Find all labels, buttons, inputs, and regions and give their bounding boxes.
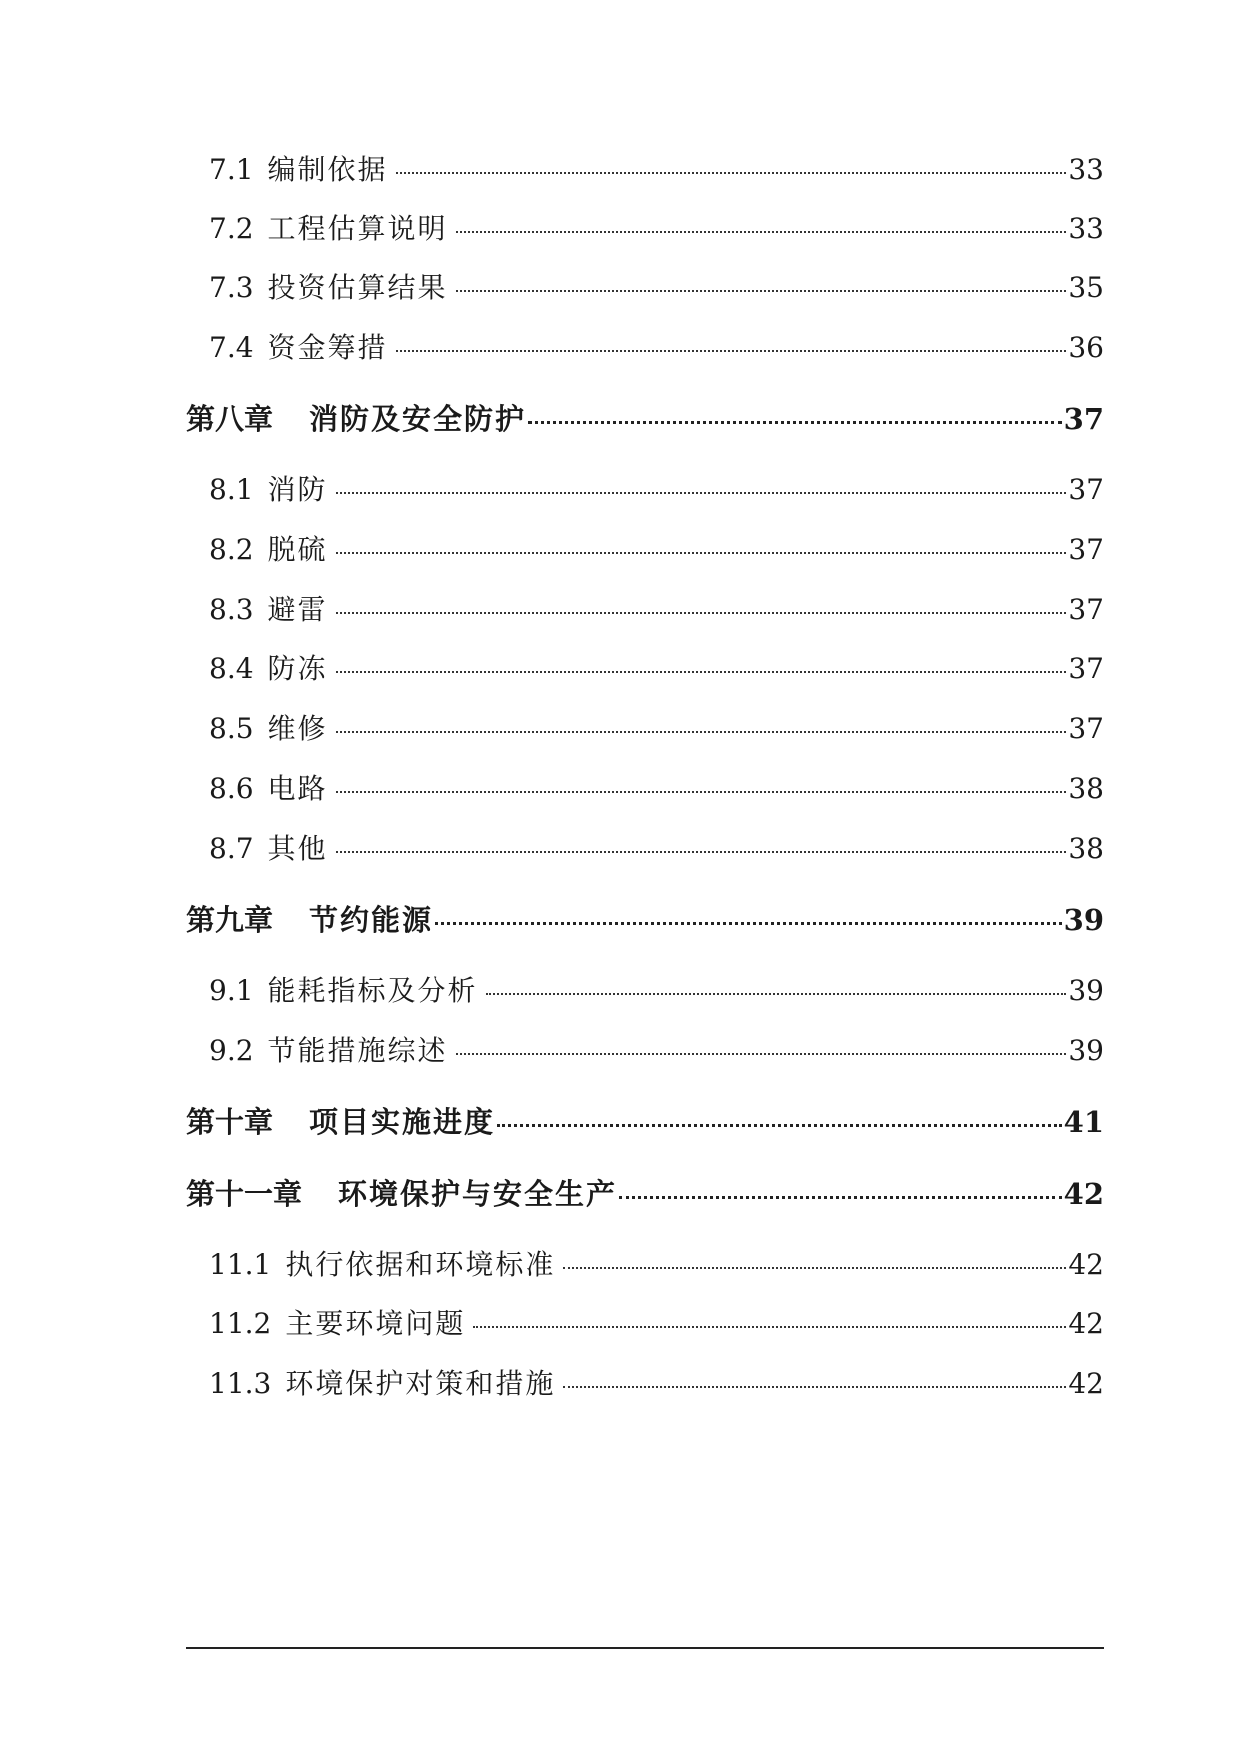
dot-leader [435, 922, 1062, 925]
toc-entry-8-5[interactable] [209, 707, 1104, 747]
toc-entry-9-1[interactable] [209, 969, 1104, 1009]
toc-entry-number: 9.2 [209, 1034, 254, 1067]
toc-entry-8-7[interactable] [209, 827, 1104, 867]
toc-chapter-page: 39 [1063, 903, 1104, 937]
dot-leader [473, 1326, 1066, 1328]
dot-leader [396, 172, 1067, 174]
toc-entry-11-2[interactable] [209, 1302, 1104, 1342]
toc-chapter-number: 第十一章 [186, 1177, 303, 1211]
toc-entry-7-2[interactable] [209, 207, 1104, 247]
dot-leader [336, 731, 1067, 733]
footer-rule [186, 1647, 1104, 1649]
toc-entry-title: 执行依据和环境标准 [285, 1248, 556, 1281]
toc-entry-page: 39 [1068, 974, 1104, 1007]
toc-entry-number: 7.1 [209, 153, 254, 186]
toc-entry-title: 节能措施综述 [267, 1034, 448, 1067]
dot-leader [456, 231, 1067, 233]
toc-entry-number: 7.4 [209, 331, 254, 364]
dot-leader [528, 421, 1062, 424]
toc-entry-8-3[interactable] [209, 588, 1104, 628]
toc-entry-page: 35 [1068, 271, 1104, 304]
toc-chapter-page: 41 [1063, 1105, 1104, 1139]
toc-chapter-title: 环境保护与安全生产 [338, 1177, 618, 1211]
toc-chapter-number: 第九章 [186, 903, 274, 937]
toc-entry-title: 电路 [267, 772, 328, 805]
toc-entry-page: 33 [1068, 153, 1104, 186]
toc-entry-7-4[interactable] [209, 326, 1104, 366]
toc-entry-title: 投资估算结果 [267, 271, 448, 304]
toc-entry-9-2[interactable] [209, 1029, 1104, 1069]
toc-entry-number: 8.7 [209, 832, 254, 865]
toc-entry-page: 42 [1068, 1307, 1104, 1340]
toc-entry-number: 7.2 [209, 212, 254, 245]
toc-entry-number: 8.1 [209, 473, 254, 506]
toc-entry-title: 资金筹措 [267, 331, 388, 364]
dot-leader [497, 1124, 1062, 1127]
toc-entry-page: 37 [1068, 533, 1104, 566]
toc-chapter-page: 42 [1063, 1177, 1104, 1211]
toc-chapter-page: 37 [1063, 402, 1104, 436]
toc-entry-page: 37 [1068, 712, 1104, 745]
toc-entry-number: 8.6 [209, 772, 254, 805]
toc-entry-title: 脱硫 [267, 533, 328, 566]
toc-entry-8-1[interactable] [209, 468, 1104, 508]
toc-entry-title: 主要环境问题 [285, 1307, 466, 1340]
toc-entry-11-1[interactable] [209, 1243, 1104, 1283]
toc-chapter-11[interactable] [186, 1172, 1104, 1213]
dot-leader [619, 1196, 1062, 1199]
dot-leader [396, 350, 1067, 352]
dot-leader [336, 552, 1067, 554]
toc-entry-8-2[interactable] [209, 528, 1104, 568]
toc-chapter-10[interactable] [186, 1100, 1104, 1141]
toc-entry-page: 37 [1068, 593, 1104, 626]
toc-entry-page: 42 [1068, 1367, 1104, 1400]
toc-entry-page: 42 [1068, 1248, 1104, 1281]
toc-entry-number: 11.2 [209, 1307, 272, 1340]
toc-entry-title: 防冻 [267, 652, 328, 685]
toc-entry-number: 8.3 [209, 593, 254, 626]
toc-entry-7-1[interactable] [209, 148, 1104, 188]
dot-leader [336, 492, 1067, 494]
toc-entry-page: 37 [1068, 473, 1104, 506]
toc-entry-11-3[interactable] [209, 1362, 1104, 1402]
toc-entry-page: 39 [1068, 1034, 1104, 1067]
toc-chapter-number: 第八章 [186, 402, 274, 436]
dot-leader [336, 671, 1067, 673]
toc-entry-title: 其他 [267, 832, 328, 865]
toc-entry-number: 8.4 [209, 652, 254, 685]
toc-chapter-title: 节约能源 [309, 903, 434, 937]
dot-leader [456, 290, 1067, 292]
toc-entry-number: 7.3 [209, 271, 254, 304]
toc-entry-title: 能耗指标及分析 [267, 974, 478, 1007]
dot-leader [563, 1386, 1066, 1388]
toc-entry-title: 工程估算说明 [267, 212, 448, 245]
dot-leader [456, 1053, 1067, 1055]
toc-entry-title: 避雷 [267, 593, 328, 626]
toc-entry-7-3[interactable] [209, 266, 1104, 306]
toc-chapter-9[interactable] [186, 898, 1104, 939]
toc-entry-number: 8.2 [209, 533, 254, 566]
dot-leader [336, 791, 1067, 793]
toc-entry-title: 编制依据 [267, 153, 388, 186]
toc-chapter-number: 第十章 [186, 1105, 274, 1139]
dot-leader [486, 993, 1067, 995]
toc-entry-page: 38 [1068, 832, 1104, 865]
dot-leader [336, 851, 1067, 853]
toc-entry-number: 11.1 [209, 1248, 272, 1281]
toc-entry-title: 消防 [267, 473, 328, 506]
toc-entry-8-6[interactable] [209, 767, 1104, 807]
toc-entry-number: 11.3 [209, 1367, 272, 1400]
toc-chapter-title: 项目实施进度 [309, 1105, 496, 1139]
dot-leader [336, 612, 1067, 614]
toc-entry-page: 33 [1068, 212, 1104, 245]
toc-entry-number: 9.1 [209, 974, 254, 1007]
dot-leader [563, 1267, 1066, 1269]
toc-entry-number: 8.5 [209, 712, 254, 745]
toc-entry-page: 36 [1068, 331, 1104, 364]
toc-chapter-8[interactable] [186, 397, 1104, 438]
toc-entry-page: 38 [1068, 772, 1104, 805]
toc-chapter-title: 消防及安全防护 [309, 402, 527, 436]
toc-entry-title: 维修 [267, 712, 328, 745]
toc-entry-page: 37 [1068, 652, 1104, 685]
toc-entry-8-4[interactable] [209, 647, 1104, 687]
toc-entry-title: 环境保护对策和措施 [285, 1367, 556, 1400]
